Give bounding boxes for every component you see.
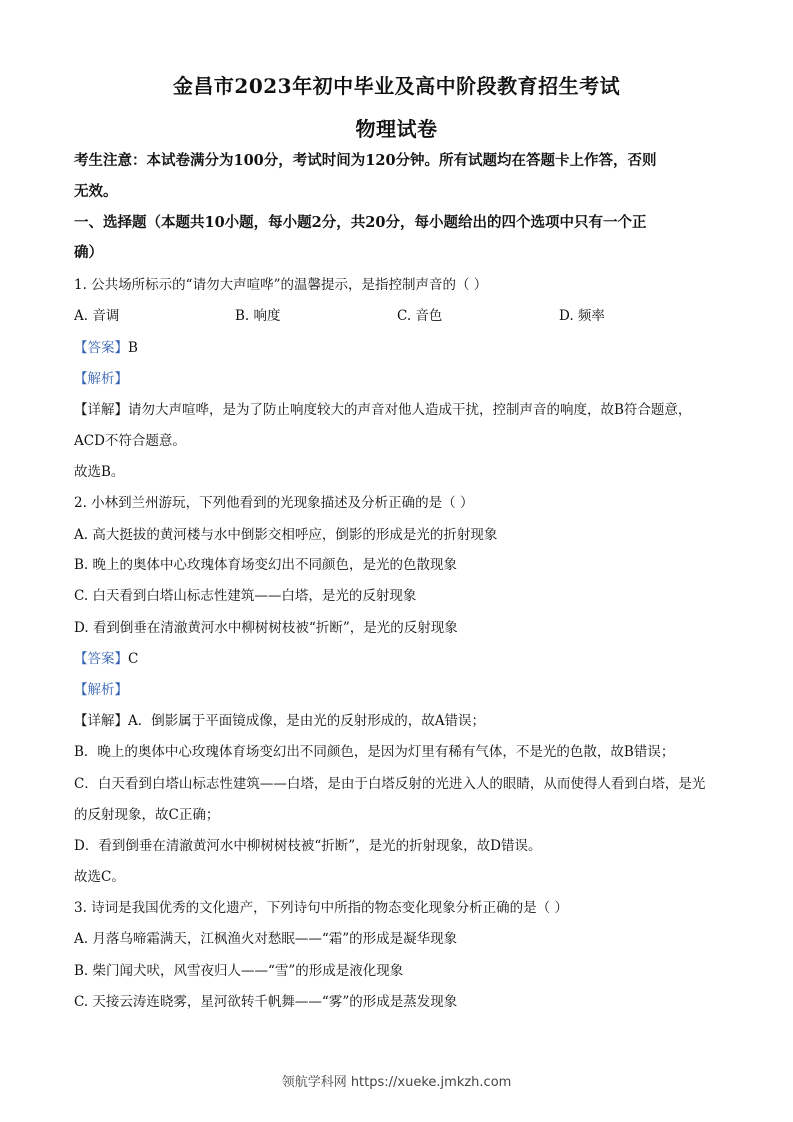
q3-option-b: B. 柴门闻犬吠，风雪夜归人——“雪”的形成是液化现象	[74, 963, 404, 979]
q2-answer	[74, 650, 724, 668]
answer-tag: 【答案】	[74, 340, 128, 356]
notice-line-1: 考生注意：本试卷满分为100分，考试时间为120分钟。所有试题均在答题卡上作答，否则	[74, 152, 657, 169]
q1-detail-text: 请勿大声喧哗，是为了防止响度较大的声音对他人造成干扰，控制声音的响度，故B符合题意，	[128, 402, 692, 418]
q2-option-c: C. 白天看到白塔山标志性建筑——白塔，是光的反射现象	[74, 588, 417, 604]
exam-title: 金昌市2023年初中毕业及高中阶段教育招生考试	[172, 74, 621, 98]
q3-option-c: C. 天接云涛连晓雾，星河欲转千帆舞——“雾”的形成是蒸发现象	[74, 994, 458, 1010]
q2-option-a: A. 高大挺拔的黄河楼与水中倒影交相呼应，倒影的形成是光的折射现象	[74, 527, 498, 543]
q2-detail-text: A．倒影属于平面镜成像，是由光的反射形成的，故A错误；	[128, 713, 485, 729]
q1-option-a: A. 音调	[74, 308, 120, 324]
q2-option-d: D. 看到倒垂在清澈黄河水中柳树树枝被“折断”，是光的反射现象	[74, 620, 458, 636]
exam-subtitle: 物理试卷	[355, 117, 438, 141]
section-heading-line-2: 确）	[74, 244, 103, 261]
detail-tag: 【详解】	[74, 402, 128, 418]
q1-answer-value: B	[128, 340, 138, 356]
q2-stem: 2. 小林到兰州游玩，下列他看到的光现象描述及分析正确的是（ ）	[74, 495, 474, 511]
q1-option-c: C. 音色	[397, 308, 443, 324]
q1-option-d: D. 频率	[559, 308, 605, 324]
q2-detail-line-4: 的反射现象，故C正确；	[74, 807, 220, 823]
q1-conclusion: 故选B。	[74, 464, 125, 480]
q2-conclusion: 故选C。	[74, 869, 125, 885]
page-footer-watermark: 领航学科网 https://xueke.jmkzh.com	[281, 1075, 512, 1090]
answer-tag: 【答案】	[74, 651, 128, 667]
q2-detail-line-2: B．晚上的奥体中心玫瑰体育场变幻出不同颜色，是因为灯里有稀有气体，不是光的色散，故B错误；	[74, 744, 675, 760]
q1-stem: 1. 公共场所标示的“请勿大声喧哗”的温馨提示，是指控制声音的（ ）	[74, 277, 488, 293]
q2-detail-line-1	[74, 712, 724, 730]
q1-detail-line-2: ACD不符合题意。	[74, 433, 186, 449]
q2-option-b: B. 晚上的奥体中心玫瑰体育场变幻出不同颜色，是光的色散现象	[74, 557, 458, 573]
q2-answer-value: C	[128, 651, 139, 667]
section-heading-line-1: 一、选择题（本题共10小题，每小题2分，共20分，每小题给出的四个选项中只有一个正	[74, 214, 647, 231]
q1-option-b: B. 响度	[235, 308, 281, 324]
q3-option-a: A. 月落乌啼霜满天，江枫渔火对愁眠——“霜”的形成是凝华现象	[74, 931, 458, 947]
q2-detail-line-5: D．看到倒垂在清澈黄河水中柳树树枝被“折断”，是光的折射现象，故D错误。	[74, 838, 542, 854]
notice-line-2: 无效。	[74, 183, 118, 200]
detail-tag: 【详解】	[74, 713, 128, 729]
q3-stem: 3. 诗词是我国优秀的文化遗产，下列诗句中所指的物态变化现象分析正确的是（ ）	[74, 900, 568, 916]
q1-answer	[74, 339, 724, 357]
q2-detail-line-3: C．白天看到白塔山标志性建筑——白塔，是由于白塔反射的光进入人的眼睛，从而使得人看到白塔，是光	[74, 776, 706, 792]
q2-analysis-tag: 【解析】	[74, 682, 128, 698]
q1-analysis-tag: 【解析】	[74, 371, 128, 387]
q1-detail-line-1	[74, 401, 724, 419]
